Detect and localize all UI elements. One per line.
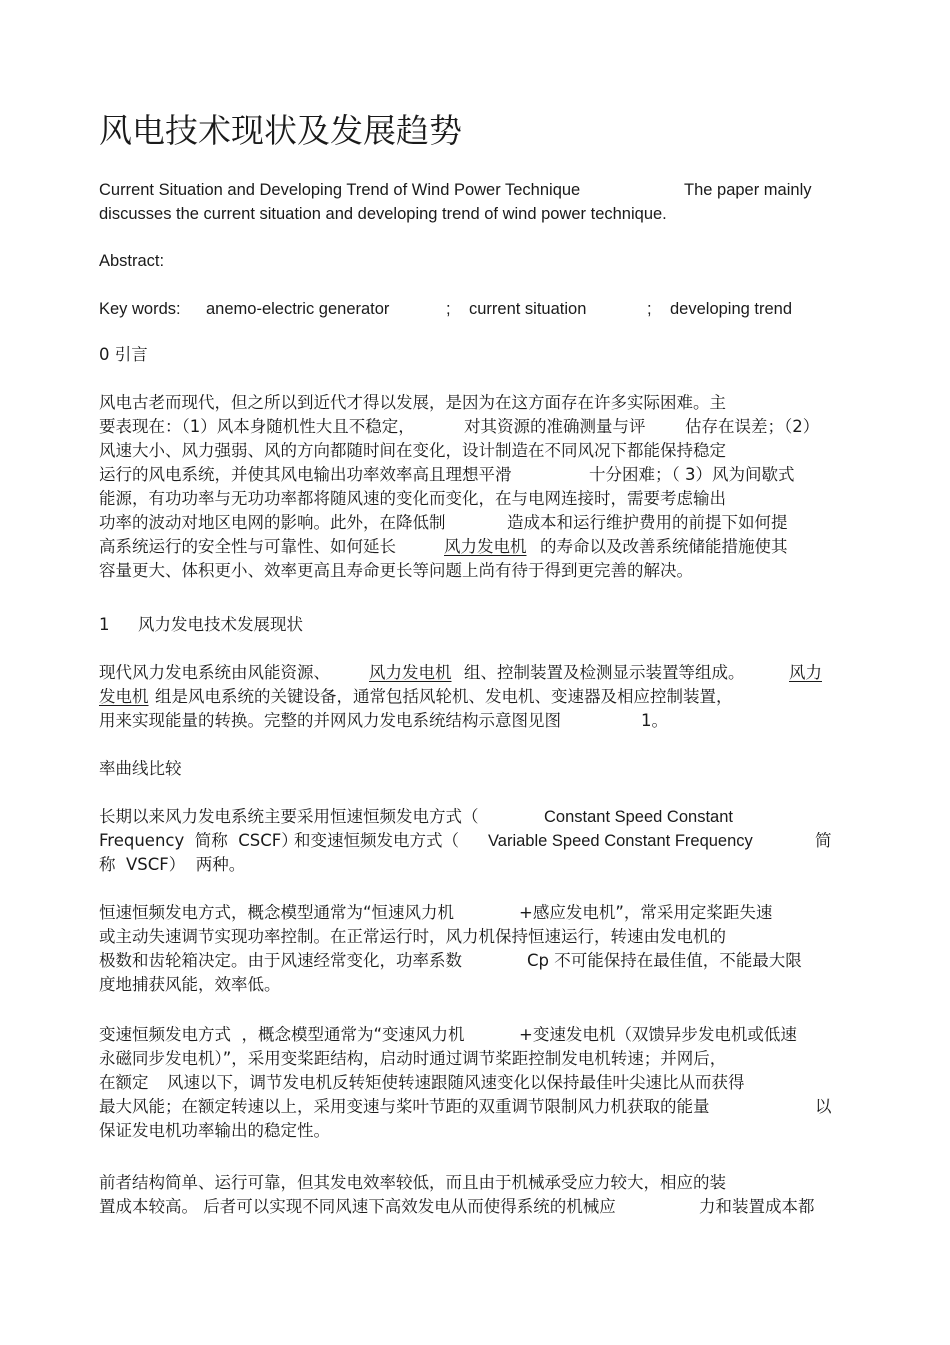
text-line: 度地捕获风能，效率低。 [99, 975, 281, 994]
text-line: 前者结构简单、运行可靠，但其发电效率较低，而且由于机械承受应力较大，相应的装 [99, 1173, 726, 1192]
text-line: 在额定 [99, 1073, 149, 1092]
text-line: 功率的波动对地区电网的影响。此外，在降低制 [99, 513, 446, 532]
keyword-2: current situation [469, 300, 587, 318]
section-1-paragraph-2 [99, 805, 834, 879]
wind-turbine-link[interactable]: 风力发电机 [444, 537, 527, 556]
text-line: 极数和齿轮箱决定。由于风速经常变化，功率系数 [99, 951, 462, 970]
english-summary-cont: discusses the current situation and developing trend of wind power technique. [99, 205, 667, 223]
text-line: 和变速恒频发电方式（ [294, 831, 459, 850]
section-1-paragraph-5 [99, 1171, 834, 1221]
text-line: +变速发电机（双馈异步发电机或低速 [519, 1025, 797, 1044]
text-line: 1。 [641, 711, 668, 730]
section-1-paragraph-1 [99, 661, 834, 735]
text-line: 风速以下，调节发电机反转矩使转速跟随风速变化以保持最佳叶尖速比从而获得 [167, 1073, 745, 1092]
text-line: 永磁同步发电机）”，采用变桨距结构，启动时通过调节桨距控制发电机转速；并网后， [99, 1049, 727, 1068]
text-line: 用来实现能量的转换。完整的并网风力发电系统结构示意图见图 [99, 711, 561, 730]
text-line: 造成本和运行维护费用的前提下如何提 [507, 513, 788, 532]
text-line: 恒速恒频发电方式，概念模型通常为“恒速风力机 [99, 903, 455, 922]
text-line: Variable Speed Constant Frequency [488, 832, 753, 850]
text-line: 或主动失速调节实现功率控制。在正常运行时，风力机保持恒速运行，转速由发电机的 [99, 927, 726, 946]
text-line: 运行的风电系统，并使其风电输出功率效率高且理想平滑 [99, 465, 512, 484]
english-title: Current Situation and Developing Trend of Wind Power Technique [99, 181, 581, 199]
text-line: Constant Speed Constant [544, 808, 733, 826]
section-1-number: 1 [99, 615, 110, 634]
keywords-line [99, 297, 834, 321]
keywords-label: Key words: [99, 300, 181, 318]
text-line: 容量更大、体积更小、效率更高且寿命更长等问题上尚有待于得到更完善的解决。 [99, 561, 693, 580]
page-title: 风电技术现状及发展趋势 [99, 111, 462, 150]
section-1-paragraph-4 [99, 1023, 834, 1145]
wind-turbine-link[interactable]: 发电机 [99, 687, 149, 706]
abstract-label: Abstract: [99, 252, 165, 270]
text-line: Cp 不可能保持在最佳值，不能最大限 [527, 951, 802, 970]
english-summary-start: The paper mainly [684, 181, 812, 199]
wind-turbine-link[interactable]: 风力发电机 [369, 663, 452, 682]
text-line: 组、控制装置及检测显示装置等组成。 [464, 663, 745, 682]
section-1-heading [99, 613, 834, 637]
section-1-title: 风力发电技术发展现状 [138, 615, 303, 634]
wind-turbine-link[interactable]: 风力 [789, 663, 822, 682]
text-line: 要表现在：（1）风本身随机性大且不稳定， [99, 417, 415, 436]
keyword-1: anemo-electric generator [206, 300, 390, 318]
text-line: 风电古老而现代，但之所以到近代才得以发展，是因为在这方面存在许多实际困难。主 [99, 393, 726, 412]
text-line: 对其资源的准确测量与评 [464, 417, 646, 436]
keyword-3: developing trend [670, 300, 793, 318]
text-line: 现代风力发电系统由风能资源、 [99, 663, 330, 682]
section-1-paragraph-3 [99, 901, 834, 999]
text-line: +感应发电机”，常采用定桨距失速 [519, 903, 773, 922]
text-line: Frequency 简称 CSCF） [99, 831, 298, 850]
text-line: 能源，有功功率与无功功率都将随风速的变化而变化，在与电网连接时，需要考虑输出 [99, 489, 726, 508]
text-line: 力和装置成本都 [699, 1197, 815, 1216]
text-line: 十分困难；（ 3）风为间歇式 [589, 465, 795, 484]
section-0-paragraph [99, 391, 834, 587]
subheading-power-curve: 率曲线比较 [99, 759, 182, 778]
text-line: 的寿命以及改善系统储能措施使其 [540, 537, 788, 556]
text-line: 长期以来风力发电系统主要采用恒速恒频发电方式（ [99, 807, 479, 826]
text-line: 最大风能；在额定转速以上，采用变速与桨叶节距的双重调节限制风力机获取的能量 [99, 1097, 710, 1116]
text-line: 风速大小、风力强弱、风的方向都随时间在变化，设计制造在不同风况下都能保持稳定 [99, 441, 726, 460]
section-0-heading: 0 引言 [99, 345, 148, 364]
text-line: 高系统运行的安全性与可靠性、如何延长 [99, 537, 396, 556]
text-line: 组是风电系统的关键设备，通常包括风轮机、发电机、变速器及相应控制装置， [155, 687, 733, 706]
keyword-separator: ; [446, 300, 451, 318]
text-line: 简 [815, 831, 832, 850]
text-line: 变速恒频发电方式 ，概念模型通常为“变速风力机 [99, 1025, 465, 1044]
text-line: 置成本较高。 后者可以实现不同风速下高效发电从而使得系统的机械应 [99, 1197, 616, 1216]
english-header [99, 178, 834, 228]
text-line: 保证发电机功率输出的稳定性。 [99, 1121, 330, 1140]
text-line: 称 VSCF） 两种。 [99, 855, 246, 874]
keyword-separator: ; [647, 300, 652, 318]
text-line: 估存在误差；（2） [685, 417, 820, 436]
text-line: 以 [815, 1097, 832, 1116]
